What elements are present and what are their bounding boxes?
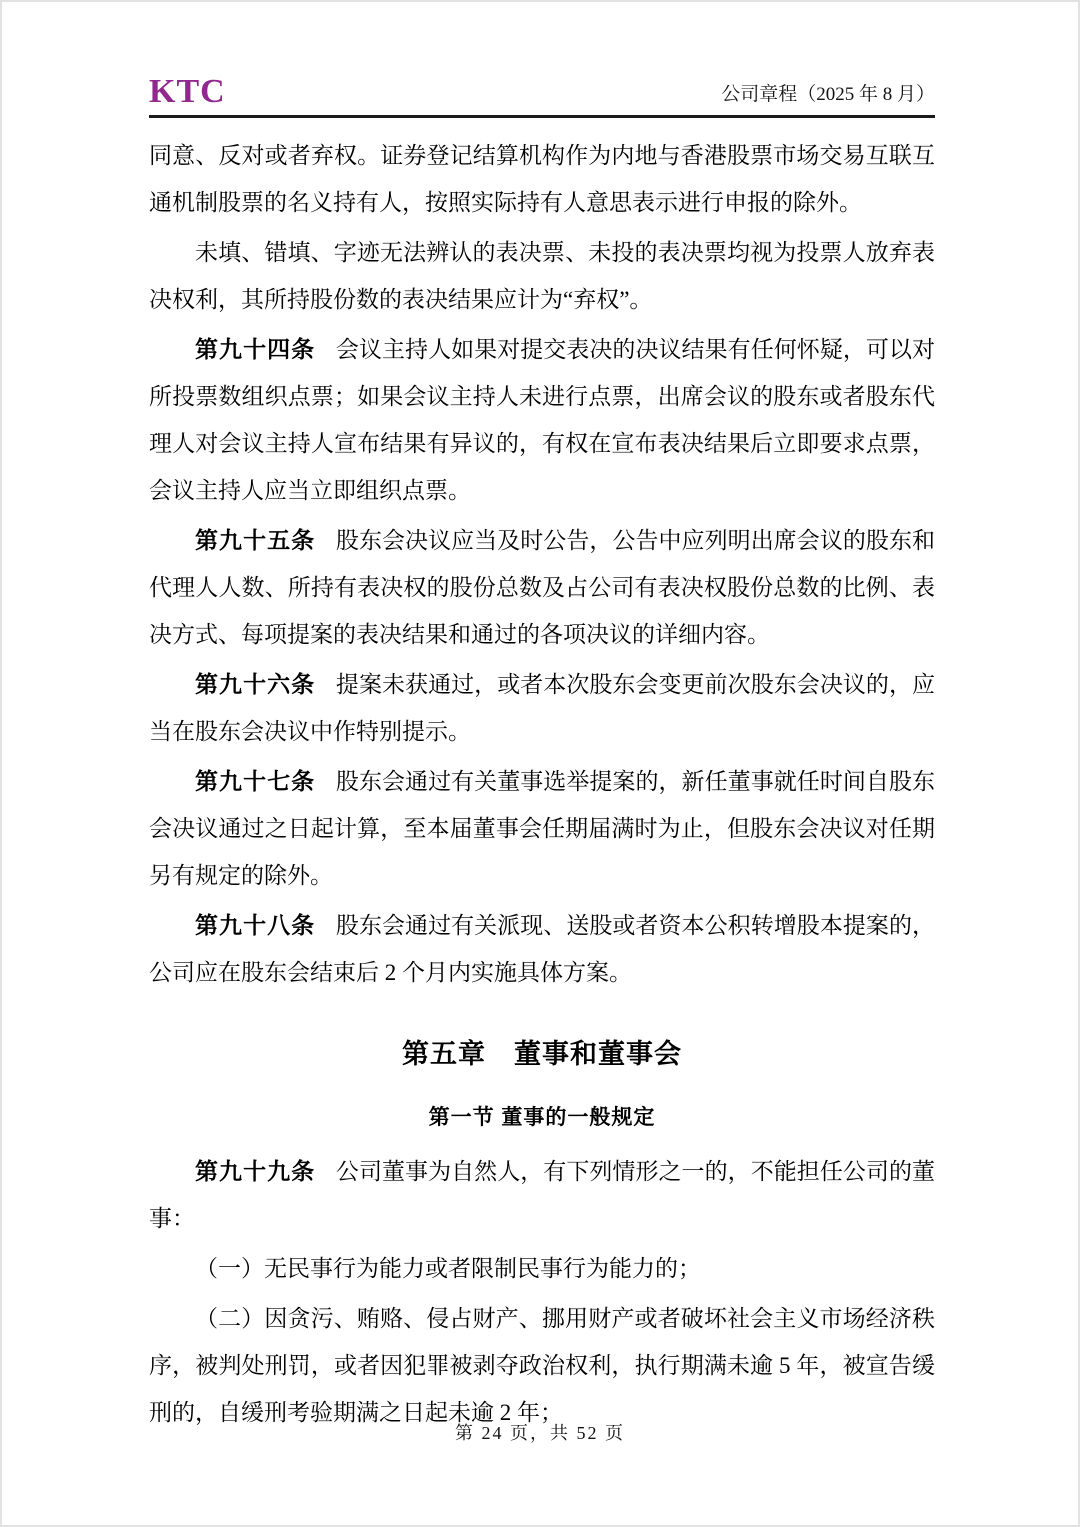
- article-number: 第九十五条: [195, 527, 316, 553]
- article-number: 第九十六条: [195, 671, 316, 697]
- page-number: 第 24 页，共 52 页: [455, 1423, 625, 1443]
- paragraph: （一）无民事行为能力或者限制民事行为能力的；: [195, 1256, 701, 1281]
- article-paragraph: 第九十四条 会议主持人如果对提交表决的决议结果有任何怀疑，可以对所投票数组织点票；如果会议主持人未进行点票，出席会议的股东或者股东代理人对会议主持人宣布结果有异议的，有权在宣布表决结果后立即要求点票，会议主持人应当立即组织点票。: [149, 336, 935, 503]
- document-body: [149, 118, 935, 1436]
- article-paragraph: 第九十九条 公司董事为自然人，有下列情形之一的，不能担任公司的董事：: [149, 1158, 935, 1231]
- paragraph: （二）因贪污、贿赂、侵占财产、挪用财产或者破坏社会主义市场经济秩序，被判处刑罚，或者因犯罪被剥夺政治权利，执行期满未逾 5 年，被宣告缓刑的，自缓刑考验期满之日起未逾 2 年；: [149, 1306, 935, 1425]
- paragraph: 未填、错填、字迹无法辨认的表决票、未投的表决票均视为投票人放弃表决权利，其所持股份数的表决结果应计为“弃权”。: [149, 240, 935, 312]
- article-paragraph: 第九十八条 股东会通过有关派现、送股或者资本公积转增股本提案的，公司应在股东会结束后 2 个月内实施具体方案。: [149, 912, 935, 985]
- paragraph: 同意、反对或者弃权。证券登记结算机构作为内地与香港股票市场交易互联互通机制股票的名义持有人，按照实际持有人意思表示进行申报的除外。: [149, 143, 935, 215]
- article-paragraph: 第九十七条 股东会通过有关董事选举提案的，新任董事就任时间自股东会决议通过之日起计算，至本届董事会任期届满时为止，但股东会决议对任期另有规定的除外。: [149, 768, 935, 888]
- chapter-title: 第五章 董事和董事会: [402, 1039, 682, 1069]
- article-number: 第九十七条: [195, 768, 316, 794]
- document-title: 公司章程（2025 年 8 月）: [721, 84, 935, 105]
- paragraphs-after-section: [149, 1148, 935, 1436]
- ktc-logo: KTC: [149, 73, 226, 110]
- section-title: 第一节 董事的一般规定: [428, 1106, 656, 1129]
- article-number: 第九十八条: [195, 912, 316, 938]
- paragraphs-before-chapter: [149, 132, 935, 996]
- article-number: 第九十九条: [195, 1158, 316, 1184]
- article-paragraph: 第九十五条 股东会决议应当及时公告，公告中应列明出席会议的股东和代理人人数、所持有表决权的股份总数及占公司有表决权股份总数的比例、表决方式、每项提案的表决结果和通过的各项决议的详细内容。: [149, 527, 935, 647]
- article-paragraph: 第九十六条 提案未获通过，或者本次股东会变更前次股东会决议的，应当在股东会决议中作特别提示。: [149, 671, 935, 744]
- article-number: 第九十四条: [195, 336, 316, 362]
- page-header: [149, 2, 935, 118]
